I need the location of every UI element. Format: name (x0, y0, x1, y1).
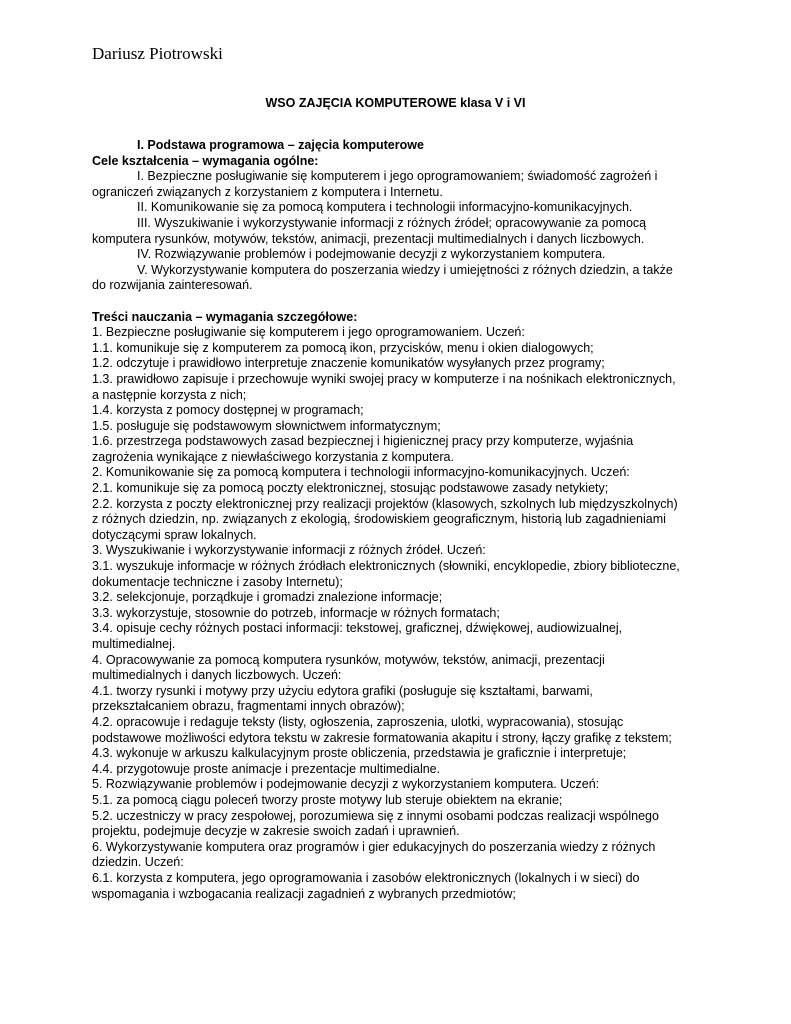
text-line: III. Wyszukiwanie i wykorzystywanie informacji z różnych źródeł; opracowywanie za pomocą (137, 215, 647, 230)
text-line: 4.4. przygotowuje proste animacje i prezentacje multimedialne. (92, 761, 441, 776)
text-line: 1.2. odczytuje i prawidłowo interpretuje znaczenie komunikatów wysyłanych przez programy; (92, 356, 605, 371)
text-line: 3. Wyszukiwanie i wykorzystywanie informacji z różnych źródeł. Uczeń: (92, 543, 486, 558)
text-line: 1. Bezpieczne posługiwanie się komputerem i jego oprogramowaniem. Uczeń: (92, 325, 525, 340)
section-heading-podstawa: I. Podstawa programowa – zajęcia komputerowe (137, 138, 424, 152)
text-line: projektu, podejmuje decyzje w zakresie swoich zadań i uprawnień. (92, 824, 460, 839)
text-line: 1.1. komunikuje się z komputerem za pomocą ikon, przycisków, menu i okien dialogowych; (92, 340, 594, 355)
text-line: multimedialnej. (92, 637, 176, 651)
text-line: dziedzin. Uczeń: (92, 855, 184, 870)
document-title: WSO ZAJĘCIA KOMPUTEROWE klasa V i VI (265, 96, 526, 110)
text-line: 4.1. tworzy rysunki i motywy przy użyciu edytora grafiki (posługuje się kształtami, barwami, (92, 683, 593, 698)
text-line: 3.3. wykorzystuje, stosownie do potrzeb, informacje w różnych formatach; (92, 605, 500, 620)
text-line: 6.1. korzysta z komputera, jego oprogramowania i zasobów elektronicznych (lokalnych i w sieci) do (92, 870, 640, 885)
text-line: 2.2. korzysta z poczty elektronicznej przy realizacji projektów (klasowych, szkolnych lub międzyszkolnych) (92, 496, 678, 511)
text-line: 4.3. wykonuje w arkuszu kalkulacyjnym proste obliczenia, przedstawia je graficznie i interpretuje; (92, 746, 627, 761)
text-line: ograniczeń związanych z korzystaniem z komputera i Internetu. (92, 184, 443, 199)
text-line: wspomagania i wzbogacania realizacji zagadnień z wybranych przedmiotów; (92, 886, 516, 901)
section-heading-tresci: Treści nauczania – wymagania szczegółowe: (92, 309, 358, 324)
text-line: przekształcaniem obrazu, fragmentami innych obrazów); (92, 699, 405, 714)
text-line: 4. Opracowywanie za pomocą komputera rysunków, motywów, tekstów, animacji, prezentacji (92, 652, 605, 667)
section-subheading-cele: Cele kształcenia – wymagania ogólne: (92, 153, 319, 168)
text-line: 1.6. przestrzega podstawowych zasad bezpiecznej i higienicznej pracy przy komputerze, wyjaśnia (92, 434, 634, 449)
text-line: 2.1. komunikuje się za pomocą poczty elektronicznej, stosując podstawowe zasady netykiety; (92, 481, 609, 496)
text-line: 1.5. posługuje się podstawowym słownictwem informatycznym; (92, 418, 441, 433)
text-line: IV. Rozwiązywanie problemów i podejmowanie decyzji z wykorzystaniem komputera. (137, 247, 606, 262)
text-line: 2. Komunikowanie się za pomocą komputera i technologii informacyjno-komunikacyjnych. Uczeń: (92, 465, 630, 480)
text-line: z różnych dziedzin, np. związanych z ekologią, środowiskiem geograficznym, historią lub zagadnieniami (92, 512, 666, 527)
text-line: 6. Wykorzystywanie komputera oraz programów i gier edukacyjnych do poszerzania wiedzy z różnych (92, 839, 656, 854)
text-line: 1.4. korzysta z pomocy dostępnej w programach; (92, 403, 364, 418)
text-line: 4.2. opracowuje i redaguje teksty (listy, ogłoszenia, zaproszenia, ulotki, wypracowania), stosując (92, 714, 624, 729)
text-line: dokumentacje techniczne i zasoby Internetu); (92, 574, 343, 589)
text-line: dotyczącymi spraw lokalnych. (92, 527, 257, 542)
document-body (92, 138, 712, 902)
text-line: 3.1. wyszukuje informacje w różnych źródłach elektronicznych (słowniki, encyklopedie, zbiory biblioteczne, (92, 559, 680, 574)
text-line: 1.3. prawidłowo zapisuje i przechowuje wyniki swojej pracy w komputerze i na nośnikach elektronicznych, (92, 371, 676, 386)
text-line: V. Wykorzystywanie komputera do poszerzania wiedzy i umiejętności z różnych dziedzin, a także (137, 262, 673, 277)
text-line: komputera rysunków, motywów, tekstów, animacji, prezentacji multimedialnych i danych liczbowych. (92, 231, 645, 246)
text-line: I. Bezpieczne posługiwanie się komputerem i jego oprogramowaniem; świadomość zagrożeń i (137, 169, 658, 184)
text-line: 5.2. uczestniczy w pracy zespołowej, porozumiewa się z innymi osobami podczas realizacji wspólnego (92, 808, 659, 823)
text-line: a następnie korzysta z nich; (92, 387, 247, 402)
author-name: Dariusz Piotrowski (92, 44, 223, 63)
text-line: podstawowe możliwości edytora tekstu w zakresie formatowania akapitu i strony, łączy grafikę z tekstem; (92, 730, 672, 745)
text-line: 5.1. za pomocą ciągu poleceń tworzy proste motywy lub steruje obiektem na ekranie; (92, 792, 563, 807)
paragraph-gap (92, 294, 712, 310)
text-line: II. Komunikowanie się za pomocą komputera i technologii informacyjno-komunikacyjnych. (137, 200, 633, 215)
text-line: 5. Rozwiązywanie problemów i podejmowanie decyzji z wykorzystaniem komputera. Uczeń: (92, 777, 600, 792)
text-line: 3.4. opisuje cechy różnych postaci informacji: tekstowej, graficznej, dźwiękowej, audiowizualnej, (92, 621, 623, 636)
text-line: multimedialnych i danych liczbowych. Uczeń: (92, 668, 342, 683)
text-line: 3.2. selekcjonuje, porządkuje i gromadzi znalezione informacje; (92, 590, 443, 605)
text-line: do rozwijania zainteresowań. (92, 278, 253, 293)
text-line: zagrożenia wynikające z niewłaściwego korzystania z komputera. (92, 449, 454, 464)
